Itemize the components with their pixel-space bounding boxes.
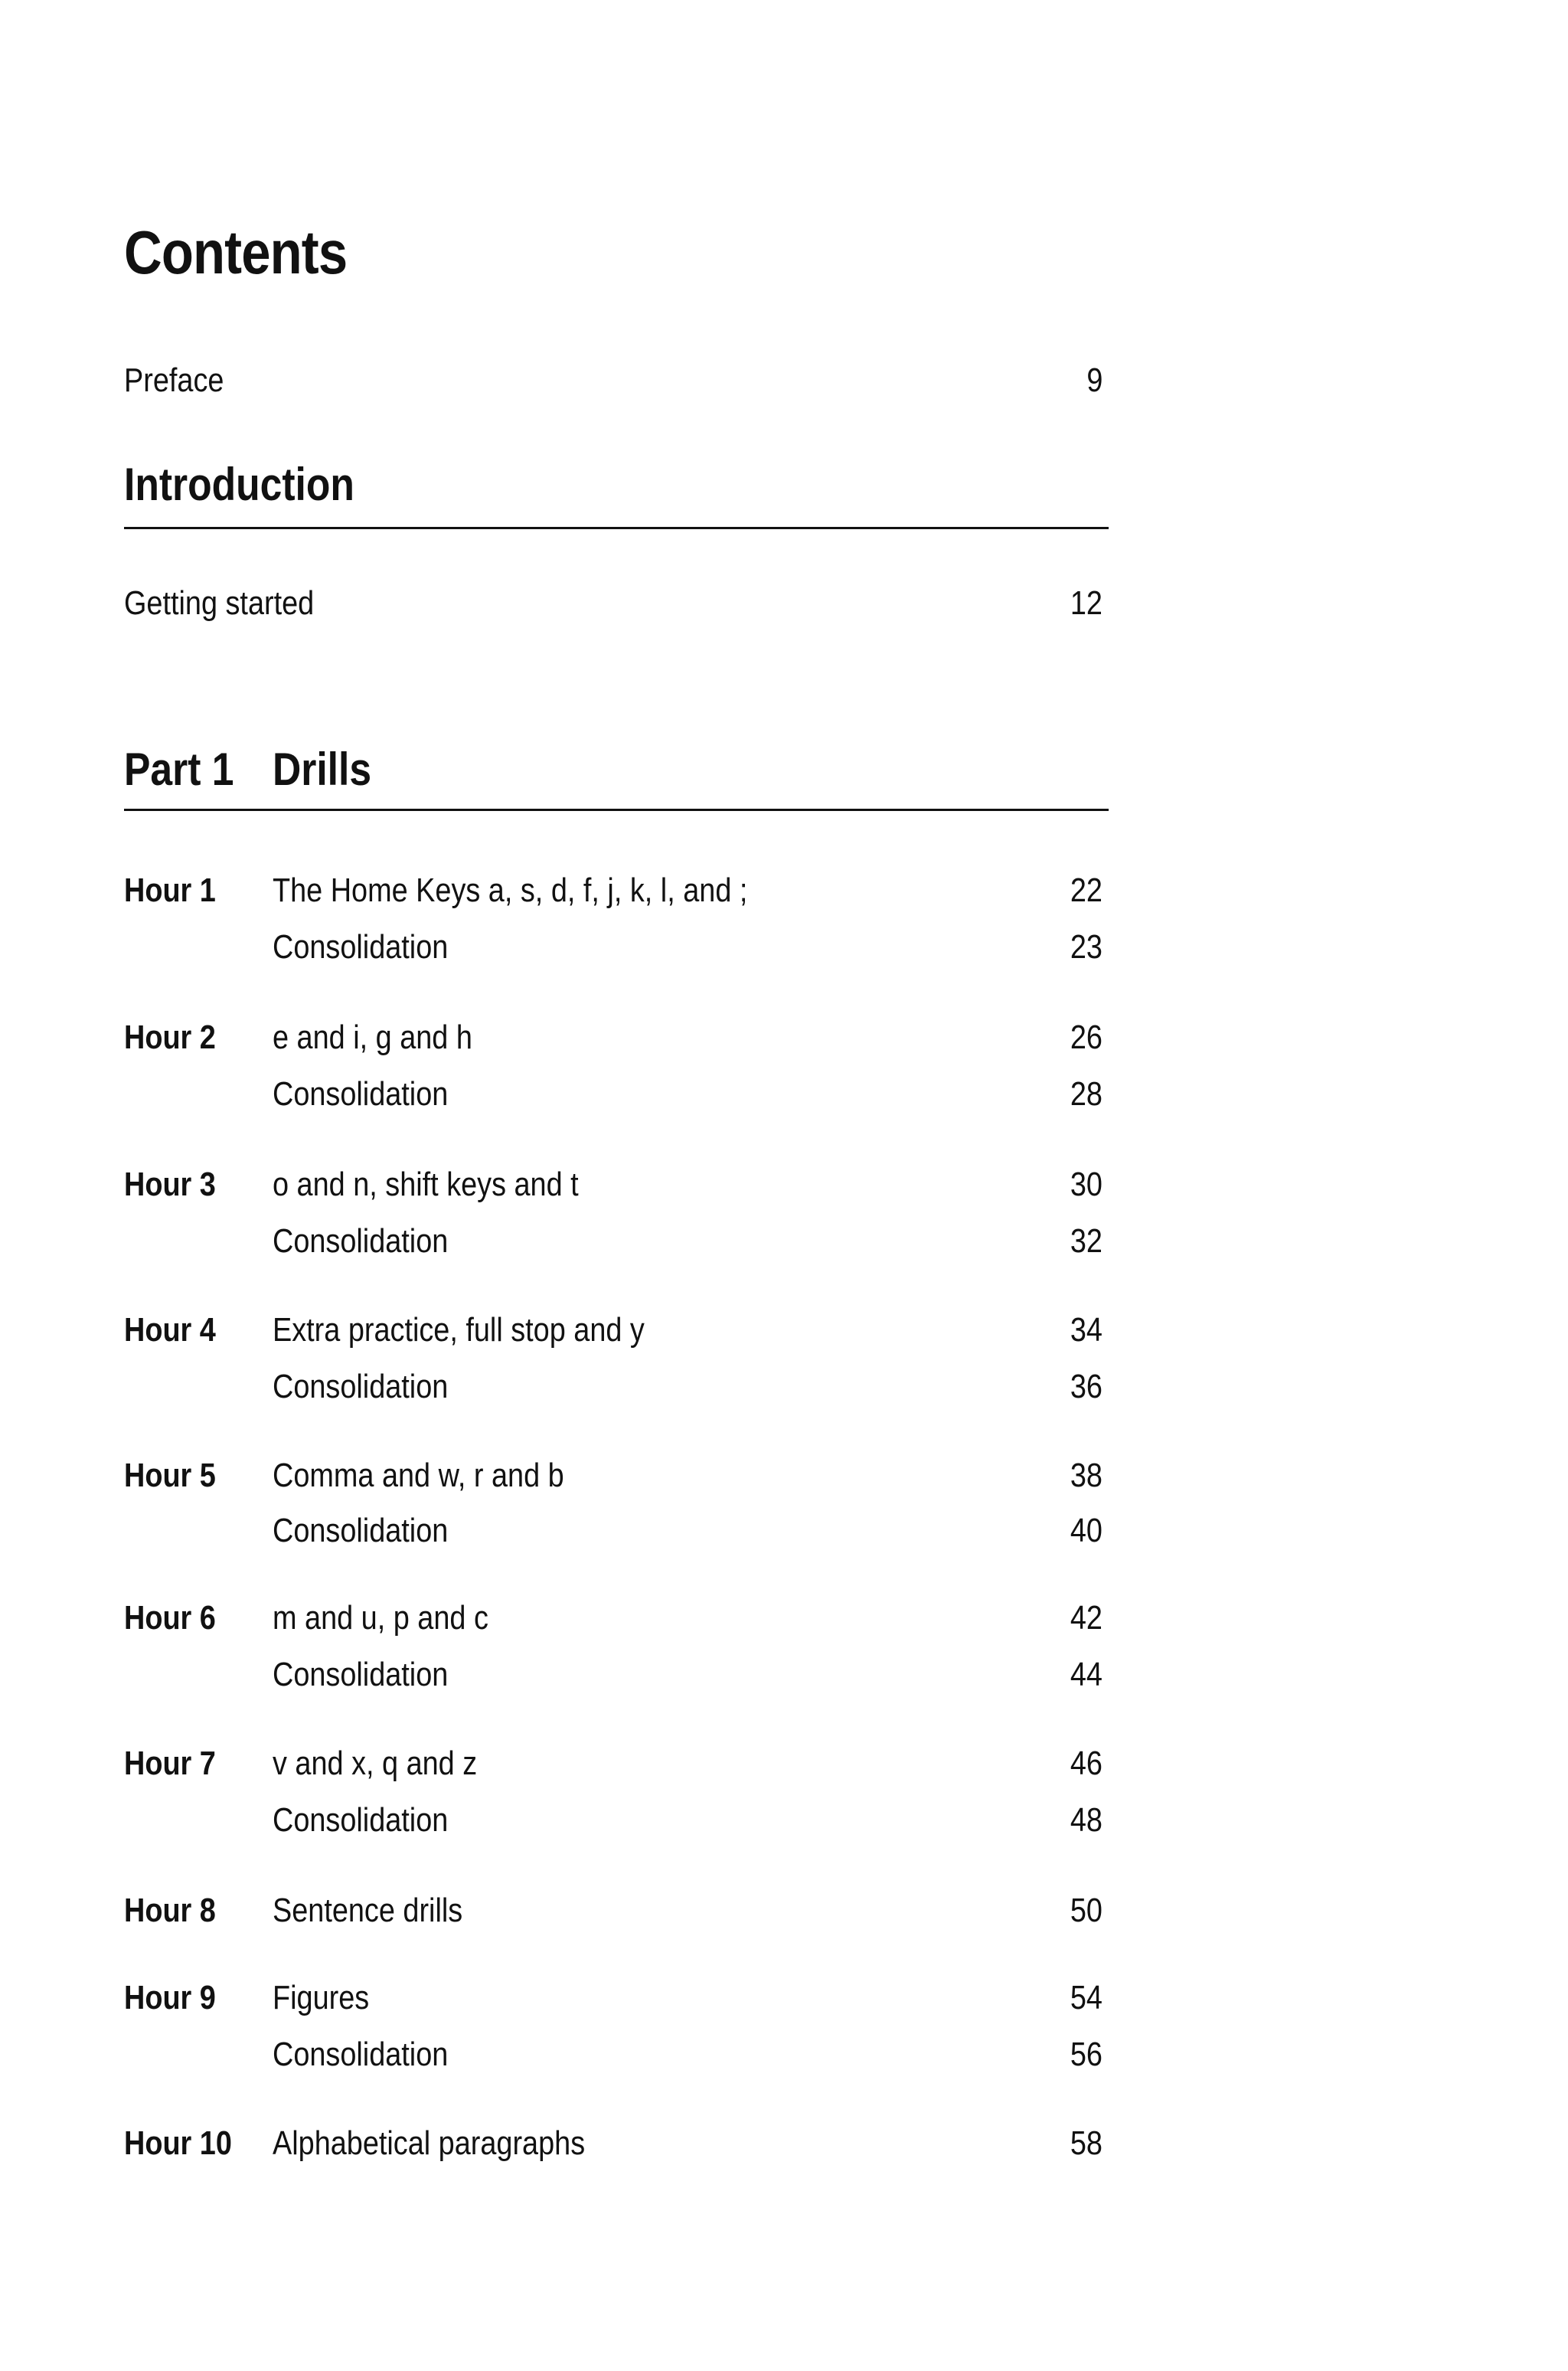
toc-entry[interactable] <box>124 2124 1109 2163</box>
toc-entry[interactable] <box>124 872 1109 910</box>
toc-entry-label: m and u, p and c <box>273 1599 488 1637</box>
hour-label: Hour 9 <box>124 1979 216 2016</box>
section-heading-text: Introduction <box>124 459 354 510</box>
toc-entry-page: 56 <box>1070 2036 1102 2073</box>
toc-entry-label: Getting started <box>124 584 315 622</box>
section-rule <box>124 527 1109 529</box>
hour-label: Hour 6 <box>124 1599 216 1637</box>
toc-entry-preface[interactable] <box>124 361 1109 400</box>
toc-entry-page: 48 <box>1070 1801 1102 1839</box>
page-title: Contents <box>124 218 348 286</box>
toc-entry[interactable] <box>124 1892 1109 1930</box>
toc-entry-label: Consolidation <box>273 2036 449 2073</box>
section-heading-introduction <box>124 458 1109 512</box>
toc-entry-page: 22 <box>1070 872 1102 909</box>
toc-entry-page: 26 <box>1070 1019 1102 1056</box>
toc-entry[interactable] <box>124 1512 1109 1550</box>
hour-label: Hour 3 <box>124 1166 216 1203</box>
toc-entry[interactable] <box>124 1599 1109 1637</box>
toc-entry[interactable] <box>124 1075 1109 1114</box>
toc-entry-page: 9 <box>1086 361 1102 399</box>
toc-entry-label: Figures <box>273 1979 370 2016</box>
hour-label: Hour 10 <box>124 2124 232 2162</box>
toc-entry-page: 34 <box>1070 1311 1102 1349</box>
section-heading-part-1 <box>124 743 1109 796</box>
toc-entry-page: 36 <box>1070 1368 1102 1405</box>
toc-entry[interactable] <box>124 1368 1109 1406</box>
section-rule <box>124 809 1109 811</box>
hour-label: Hour 1 <box>124 872 216 909</box>
toc-entry-label: Alphabetical paragraphs <box>273 2124 586 2162</box>
toc-entry-label: Consolidation <box>273 1656 449 1693</box>
toc-entry[interactable] <box>124 1457 1109 1495</box>
toc-entry[interactable] <box>124 1656 1109 1694</box>
hour-label: Hour 4 <box>124 1311 216 1349</box>
toc-entry[interactable] <box>124 1019 1109 1057</box>
toc-entry-label: Consolidation <box>273 1075 449 1113</box>
toc-entry-page: 40 <box>1070 1512 1102 1549</box>
toc-entry-label: Comma and w, r and b <box>273 1457 564 1494</box>
toc-entry[interactable] <box>124 1311 1109 1349</box>
toc-entry[interactable] <box>124 1222 1109 1261</box>
toc-entry-label: e and i, g and h <box>273 1019 472 1056</box>
toc-entry-label: Sentence drills <box>273 1892 463 1929</box>
toc-entry[interactable] <box>124 928 1109 966</box>
toc-entry[interactable] <box>124 1745 1109 1783</box>
toc-entry-page: 54 <box>1070 1979 1102 2016</box>
toc-entry-label: Consolidation <box>273 1512 449 1549</box>
toc-entry-label: v and x, q and z <box>273 1745 478 1782</box>
toc-entry-label: Extra practice, full stop and y <box>273 1311 645 1349</box>
toc-entry-page: 50 <box>1070 1892 1102 1929</box>
part-label: Part 1 <box>124 744 234 795</box>
hour-label: Hour 2 <box>124 1019 216 1056</box>
toc-entry-page: 23 <box>1070 928 1102 966</box>
toc-entry[interactable] <box>124 1166 1109 1204</box>
toc-entry[interactable] <box>124 2036 1109 2074</box>
section-heading-text: Drills <box>273 744 372 795</box>
toc-entry-page: 58 <box>1070 2124 1102 2162</box>
hour-label: Hour 8 <box>124 1892 216 1929</box>
toc-entry-label: Preface <box>124 361 224 399</box>
hour-label: Hour 5 <box>124 1457 216 1494</box>
toc-entry-page: 46 <box>1070 1745 1102 1782</box>
toc-entry[interactable] <box>124 1979 1109 2017</box>
toc-entry-label: o and n, shift keys and t <box>273 1166 579 1203</box>
toc-entry[interactable] <box>124 1801 1109 1840</box>
toc-entry-label: Consolidation <box>273 1222 449 1260</box>
toc-entry-getting-started[interactable] <box>124 584 1109 623</box>
toc-entry-label: Consolidation <box>273 1801 449 1839</box>
toc-entry-page: 42 <box>1070 1599 1102 1637</box>
hour-label: Hour 7 <box>124 1745 216 1782</box>
toc-entry-label: Consolidation <box>273 928 449 966</box>
toc-entry-label: The Home Keys a, s, d, f, j, k, l, and ; <box>273 872 748 909</box>
toc-entry-page: 28 <box>1070 1075 1102 1113</box>
toc-entry-page: 38 <box>1070 1457 1102 1494</box>
toc-entry-page: 30 <box>1070 1166 1102 1203</box>
toc-entry-page: 44 <box>1070 1656 1102 1693</box>
toc-entry-page: 12 <box>1070 584 1102 622</box>
toc-entry-page: 32 <box>1070 1222 1102 1260</box>
toc-entry-label: Consolidation <box>273 1368 449 1405</box>
